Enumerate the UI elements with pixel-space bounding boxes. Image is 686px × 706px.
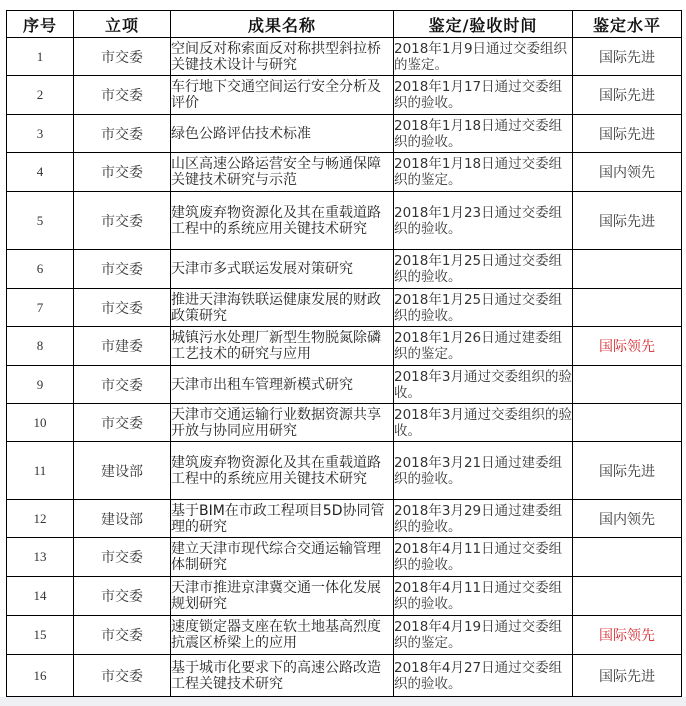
row-index: 8 (7, 327, 74, 366)
row-appraisal-date: 2018年1月25日通过交委组织的验收。 (394, 289, 573, 327)
row-appraisal-level: 国际领先 (573, 616, 682, 655)
row-project: 建设部 (74, 442, 171, 500)
header-level: 鉴定水平 (573, 11, 682, 38)
row-project: 市交委 (74, 538, 171, 577)
row-appraisal-level: 国际先进 (573, 115, 682, 153)
row-appraisal-level: 国内领先 (573, 500, 682, 538)
table-row (7, 327, 682, 366)
table-row (7, 366, 682, 404)
row-appraisal-level (573, 366, 682, 404)
row-achievement-name: 城镇污水处理厂新型生物脱氮除磷工艺技术的研究与应用 (171, 327, 394, 366)
row-appraisal-date: 2018年3月21日通过建委组织的验收。 (394, 442, 573, 500)
row-index: 4 (7, 153, 74, 192)
row-project: 市交委 (74, 366, 171, 404)
row-index: 16 (7, 655, 74, 697)
row-project: 市交委 (74, 76, 171, 115)
header-index: 序号 (7, 11, 74, 38)
table-row (7, 250, 682, 289)
row-project: 市交委 (74, 577, 171, 616)
row-project: 市交委 (74, 655, 171, 697)
row-project: 市交委 (74, 250, 171, 289)
row-project: 市交委 (74, 115, 171, 153)
row-appraisal-level: 国际先进 (573, 655, 682, 697)
row-achievement-name: 空间反对称索面反对称拱型斜拉桥关键技术设计与研究 (171, 38, 394, 76)
row-achievement-name: 建筑废弃物资源化及其在重载道路工程中的系统应用关键技术研究 (171, 442, 394, 500)
row-project: 市交委 (74, 289, 171, 327)
row-achievement-name: 速度锁定器支座在软土地基高烈度抗震区桥梁上的应用 (171, 616, 394, 655)
row-project: 市交委 (74, 192, 171, 250)
row-appraisal-date: 2018年1月26日通过建委组织的鉴定。 (394, 327, 573, 366)
row-appraisal-date: 2018年3月通过交委组织的验收。 (394, 404, 573, 442)
row-index: 2 (7, 76, 74, 115)
row-index: 11 (7, 442, 74, 500)
row-achievement-name: 山区高速公路运营安全与畅通保障关键技术研究与示范 (171, 153, 394, 192)
row-achievement-name: 天津市推进京津冀交通一体化发展规划研究 (171, 577, 394, 616)
table-row (7, 115, 682, 153)
table-row (7, 192, 682, 250)
table-row (7, 500, 682, 538)
row-appraisal-level: 国际先进 (573, 76, 682, 115)
row-appraisal-date: 2018年1月9日通过交委组织的鉴定。 (394, 38, 573, 76)
row-achievement-name: 推进天津海铁联运健康发展的财政政策研究 (171, 289, 394, 327)
header-name: 成果名称 (171, 11, 394, 38)
table-body (7, 38, 682, 697)
header-row (7, 11, 682, 38)
row-index: 13 (7, 538, 74, 577)
table-row (7, 404, 682, 442)
row-achievement-name: 建筑废弃物资源化及其在重载道路工程中的系统应用关键技术研究 (171, 192, 394, 250)
row-achievement-name: 绿色公路评估技术标准 (171, 115, 394, 153)
row-project: 市建委 (74, 327, 171, 366)
row-index: 14 (7, 577, 74, 616)
row-achievement-name: 基于城市化要求下的高速公路改造工程关键技术研究 (171, 655, 394, 697)
row-project: 市交委 (74, 153, 171, 192)
row-achievement-name: 天津市多式联运发展对策研究 (171, 250, 394, 289)
header-project: 立项 (74, 11, 171, 38)
row-project: 市交委 (74, 616, 171, 655)
row-appraisal-date: 2018年3月通过交委组织的验收。 (394, 366, 573, 404)
row-appraisal-date: 2018年4月27日通过交委组织的验收。 (394, 655, 573, 697)
row-index: 7 (7, 289, 74, 327)
row-appraisal-date: 2018年3月29日通过建委组织的验收。 (394, 500, 573, 538)
row-appraisal-level: 国际先进 (573, 192, 682, 250)
row-index: 9 (7, 366, 74, 404)
row-appraisal-date: 2018年4月11日通过交委组织的验收。 (394, 577, 573, 616)
row-achievement-name: 天津市交通运输行业数据资源共享开放与协同应用研究 (171, 404, 394, 442)
table-row (7, 538, 682, 577)
row-appraisal-level (573, 289, 682, 327)
row-appraisal-date: 2018年1月25日通过交委组织的验收。 (394, 250, 573, 289)
row-appraisal-level (573, 404, 682, 442)
row-appraisal-date: 2018年4月19日通过交委组织的鉴定。 (394, 616, 573, 655)
page-bottom-strip (0, 697, 686, 706)
row-achievement-name: 天津市出租车管理新模式研究 (171, 366, 394, 404)
row-index: 5 (7, 192, 74, 250)
table-row (7, 153, 682, 192)
row-appraisal-date: 2018年4月11日通过交委组织的验收。 (394, 538, 573, 577)
table-row (7, 76, 682, 115)
header-date: 鉴定/验收时间 (394, 11, 573, 38)
row-project: 市交委 (74, 404, 171, 442)
row-index: 15 (7, 616, 74, 655)
table-row (7, 655, 682, 697)
row-index: 12 (7, 500, 74, 538)
row-appraisal-date: 2018年1月17日通过交委组织的验收。 (394, 76, 573, 115)
row-index: 3 (7, 115, 74, 153)
row-achievement-name: 基于BIM在市政工程项目5D协同管理的研究 (171, 500, 394, 538)
row-appraisal-date: 2018年1月18日通过交委组织的鉴定。 (394, 153, 573, 192)
table-row (7, 616, 682, 655)
row-appraisal-level: 国际先进 (573, 442, 682, 500)
row-appraisal-level (573, 250, 682, 289)
row-project: 市交委 (74, 38, 171, 76)
row-appraisal-date: 2018年1月18日通过交委组织的验收。 (394, 115, 573, 153)
row-achievement-name: 建立天津市现代综合交通运输管理体制研究 (171, 538, 394, 577)
row-appraisal-level: 国际领先 (573, 327, 682, 366)
table-row (7, 38, 682, 76)
row-appraisal-level (573, 538, 682, 577)
table-row (7, 289, 682, 327)
row-appraisal-level (573, 577, 682, 616)
results-table (6, 10, 682, 697)
row-index: 6 (7, 250, 74, 289)
row-appraisal-date: 2018年1月23日通过交委组织的验收。 (394, 192, 573, 250)
table-row (7, 442, 682, 500)
row-index: 1 (7, 38, 74, 76)
table-row (7, 577, 682, 616)
row-appraisal-level: 国内领先 (573, 153, 682, 192)
row-achievement-name: 车行地下交通空间运行安全分析及评价 (171, 76, 394, 115)
row-appraisal-level: 国际先进 (573, 38, 682, 76)
row-project: 建设部 (74, 500, 171, 538)
row-index: 10 (7, 404, 74, 442)
